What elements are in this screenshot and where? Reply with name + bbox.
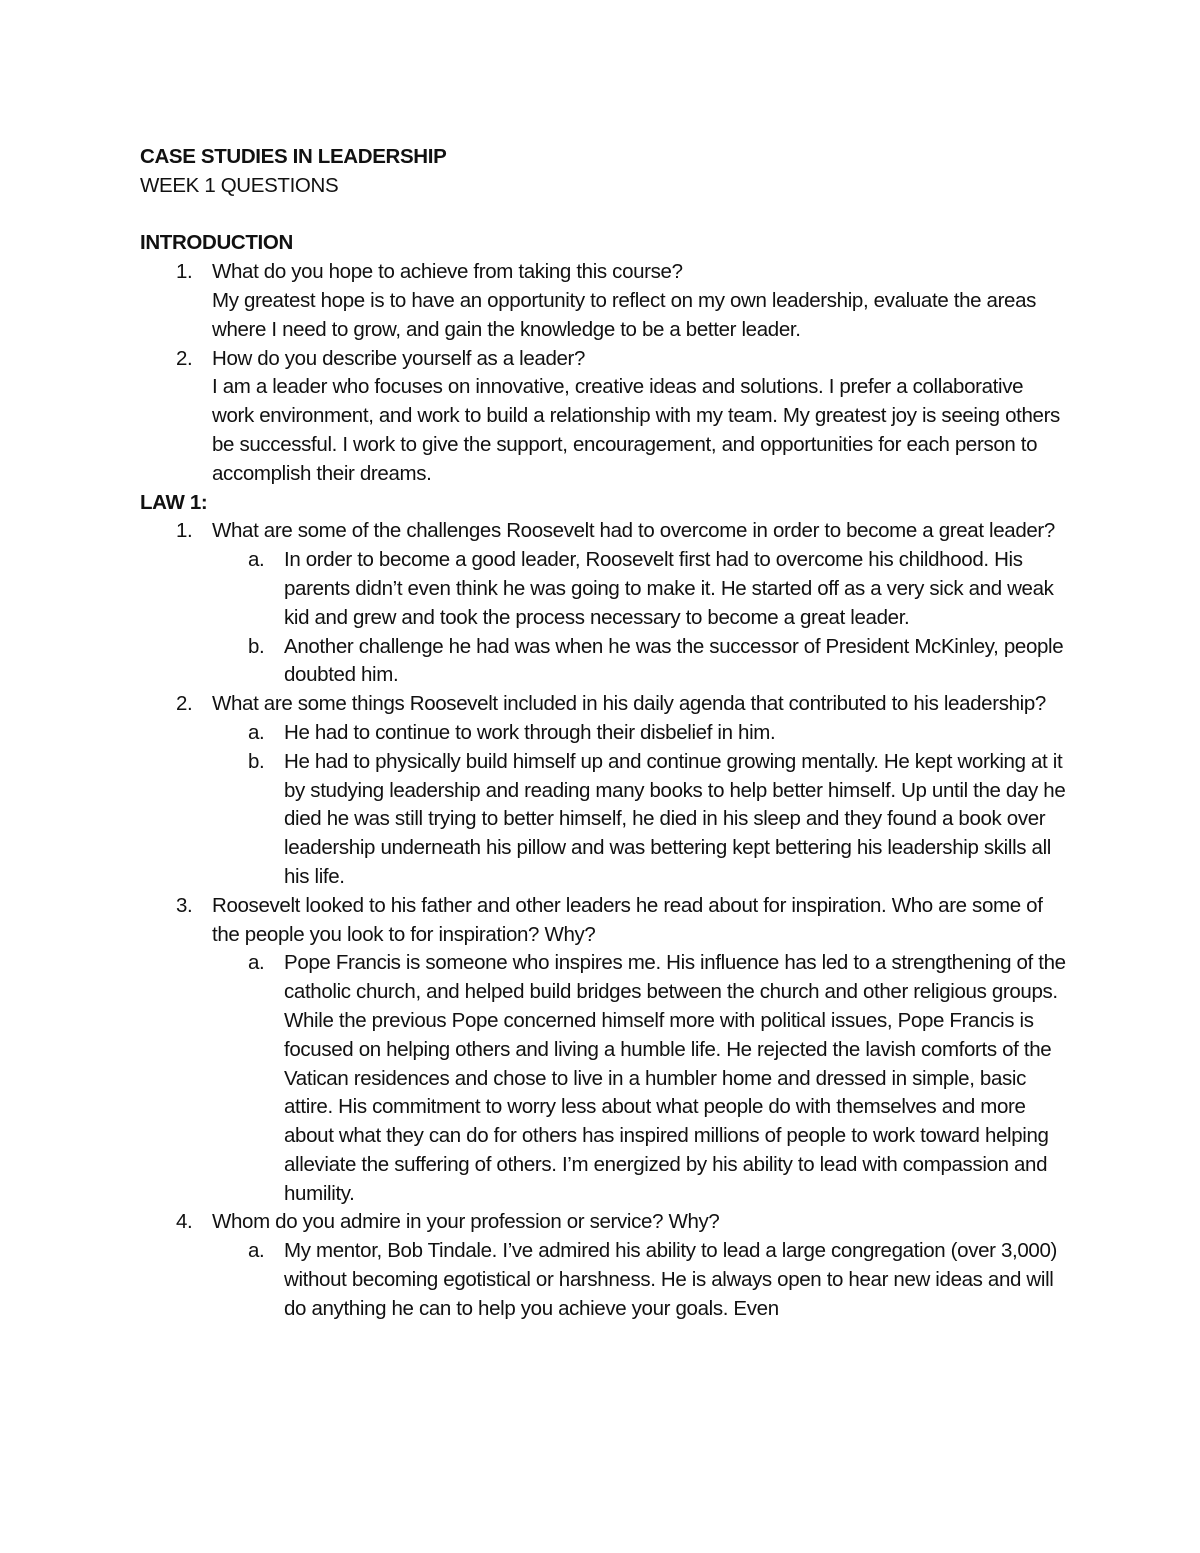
sub-answer-item bbox=[212, 633, 1070, 691]
question-item bbox=[140, 258, 1070, 344]
question-text: How do you describe yourself as a leader? bbox=[212, 346, 586, 370]
document-title: CASE STUDIES IN LEADERSHIP bbox=[140, 145, 447, 168]
sub-answer-letter: a. bbox=[248, 720, 265, 744]
law-1-question-list bbox=[140, 517, 1070, 1323]
sub-answer-text: Another challenge he had was when he was the successor of President McKinley, people doubted him. bbox=[284, 634, 1064, 687]
sub-answer-item bbox=[212, 949, 1070, 1208]
question-item bbox=[140, 517, 1070, 690]
question-text: Roosevelt looked to his father and other leaders he read about for inspiration. Who are some of the people you look to for inspiration? Why? bbox=[212, 893, 1043, 946]
section-heading-introduction: INTRODUCTION bbox=[140, 231, 293, 255]
section-heading-law-1: LAW 1: bbox=[140, 490, 208, 514]
sub-answer-letter: a. bbox=[248, 548, 265, 572]
question-text: What are some of the challenges Roosevelt had to overcome in order to become a great leader? bbox=[212, 519, 1055, 543]
question-text: Whom do you admire in your profession or service? Why? bbox=[212, 1210, 720, 1234]
sub-answer-letter: b. bbox=[248, 634, 265, 658]
sub-answer-list bbox=[212, 546, 1070, 690]
answer-text: I am a leader who focuses on innovative, creative ideas and solutions. I prefer a collaborative work environment, and work to build a relationship with my team. My greatest joy is seeing others be successful. I work to give the support, encouragement, and opportunities for each person to accomplish their dreams. bbox=[212, 375, 1060, 485]
question-item bbox=[140, 1208, 1070, 1323]
question-item bbox=[140, 690, 1070, 892]
sub-answer-list bbox=[212, 949, 1070, 1208]
sub-answer-list bbox=[212, 719, 1070, 892]
sub-answer-item bbox=[212, 546, 1070, 632]
question-number: 2. bbox=[176, 692, 193, 716]
sub-answer-item bbox=[212, 748, 1070, 892]
sub-answer-text: He had to physically build himself up and continue growing mentally. He kept working at it by studying leadership and reading many books to help better himself. Up until the day he died he was still trying to better himself, he died in his sleep and they found a book over leadership underneath his pillow and was bettering kept bettering his leadership skills all his life. bbox=[284, 749, 1066, 888]
sub-answer-item bbox=[212, 719, 1070, 748]
introduction-question-list bbox=[140, 258, 1070, 488]
sub-answer-text: My mentor, Bob Tindale. I’ve admired his ability to lead a large congregation (over 3,000) without becoming egotistical or harshness. He is always open to hear new ideas and will do anything he can to help you achieve your goals. Even bbox=[284, 1239, 1057, 1320]
question-item bbox=[140, 345, 1070, 489]
sub-answer-letter: a. bbox=[248, 1239, 265, 1263]
answer-text: My greatest hope is to have an opportunity to reflect on my own leadership, evaluate the areas where I need to grow, and gain the knowledge to be a better leader. bbox=[212, 288, 1037, 341]
question-number: 2. bbox=[176, 346, 193, 370]
question-number: 1. bbox=[176, 519, 193, 543]
question-number: 1. bbox=[176, 260, 193, 284]
sub-answer-letter: b. bbox=[248, 749, 265, 773]
sub-answer-text: He had to continue to work through their disbelief in him. bbox=[284, 720, 776, 744]
sub-answer-text: In order to become a good leader, Roosevelt first had to overcome his childhood. His parents didn’t even think he was going to make it. He started off as a very sick and weak kid and grew and took the process necessary to become a great leader. bbox=[284, 548, 1054, 629]
document-subtitle: WEEK 1 QUESTIONS bbox=[140, 173, 339, 197]
question-text: What are some things Roosevelt included in his daily agenda that contributed to his leadership? bbox=[212, 692, 1046, 716]
question-number: 3. bbox=[176, 893, 193, 917]
sub-answer-text: Pope Francis is someone who inspires me. His influence has led to a strengthening of the catholic church, and helped build bridges between the church and other religious groups. While the previous Pope concerned himself more with political issues, Pope Francis is focused on helping others and living a humble life. He rejected the lavish comforts of the Vatican residences and chose to live in a humbler home and dressed in simple, basic attire. His commitment to worry less about what people do with themselves and more about what they can do for others has inspired millions of people to work toward helping alleviate the suffering of others. I’m energized by his ability to lead with compassion and humility. bbox=[284, 951, 1066, 1205]
question-number: 4. bbox=[176, 1210, 193, 1234]
sub-answer-item bbox=[212, 1237, 1070, 1323]
sub-answer-letter: a. bbox=[248, 951, 265, 975]
question-text: What do you hope to achieve from taking this course? bbox=[212, 260, 683, 284]
sub-answer-list bbox=[212, 1237, 1070, 1323]
spacer bbox=[140, 201, 1070, 230]
question-item bbox=[140, 892, 1070, 1209]
document-body bbox=[140, 143, 1070, 1324]
